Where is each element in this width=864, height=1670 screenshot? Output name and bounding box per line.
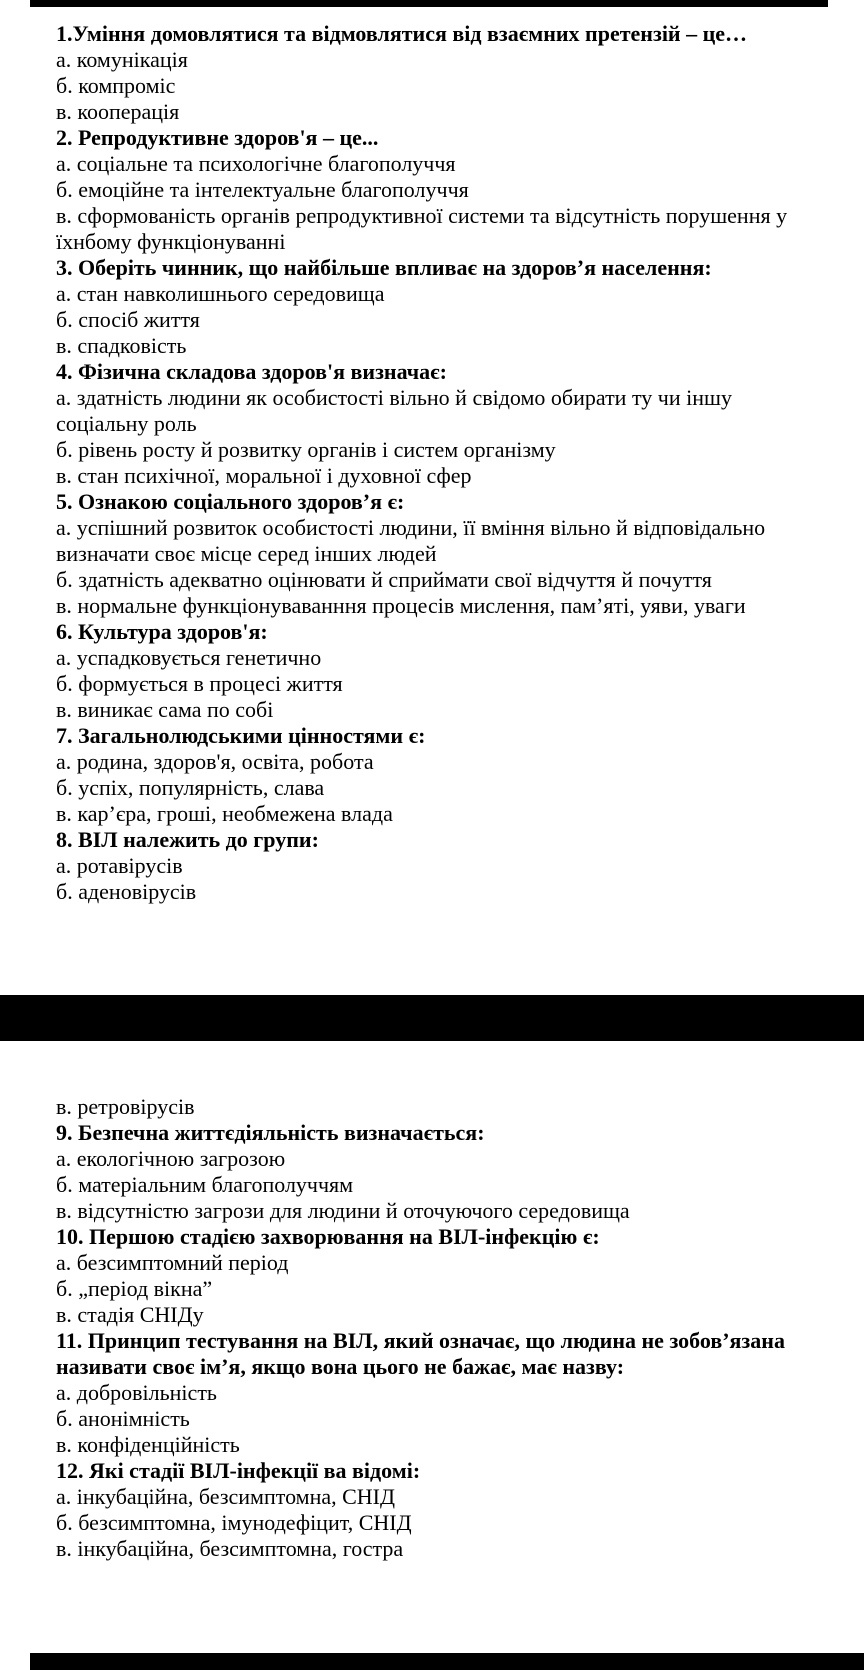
answer-option: б. формується в процесі життя xyxy=(56,671,343,696)
answer-option: в. спадковість xyxy=(56,333,187,358)
answer-option: а. стан навколишнього середовища xyxy=(56,281,385,306)
question-text: 6. Культура здоров'я: xyxy=(56,619,268,644)
answer-option: в. кар’єра, гроші, необмежена влада xyxy=(56,801,393,826)
answer-option: б. емоційне та інтелектуальне благополуччя xyxy=(56,177,469,202)
answer-option: б. рівень росту й розвитку органів і систем організму xyxy=(56,437,556,462)
question-text: 1.Уміння домовлятися та відмовлятися від взаємних претензій – це… xyxy=(56,21,748,46)
question-text: 3. Оберіть чинник, що найбільше впливає на здоров’я населення: xyxy=(56,255,712,280)
answer-option: б. безсимптомна, імунодефіцит, СНІД xyxy=(56,1510,412,1535)
question-text: 12. Які стадії ВІЛ-інфекції ва відомі: xyxy=(56,1458,421,1483)
answer-option: а. соціальне та психологічне благополуччя xyxy=(56,151,456,176)
answer-option: а. здатність людини як особистості вільно й свідомо обирати ту чи іншу соціальну роль xyxy=(56,385,732,436)
question-text: 5. Ознакою соціального здоров’я є: xyxy=(56,489,405,514)
question-text: 2. Репродуктивне здоров'я – це... xyxy=(56,125,379,150)
question-text: 9. Безпечна життєдіяльність визначається: xyxy=(56,1120,485,1145)
answer-option: в. ретровірусів xyxy=(56,1094,195,1119)
answer-option: в. виникає сама по собі xyxy=(56,697,274,722)
answer-option: б. компроміс xyxy=(56,73,176,98)
question-text: 7. Загальнолюдськими цінностями є: xyxy=(56,723,426,748)
answer-option: а. комунікація xyxy=(56,47,188,72)
answer-option: в. нормальне функціонуваванння процесів мислення, пам’яті, уяви, уваги xyxy=(56,593,746,618)
answer-option: в. інкубаційна, безсимптомна, гостра xyxy=(56,1536,404,1561)
answer-option: в. відсутністю загрози для людини й оточуючого середовища xyxy=(56,1198,630,1223)
quiz-section-part2 xyxy=(56,1094,810,1562)
question-text: 10. Першою стадією захворювання на ВІЛ-інфекцію є: xyxy=(56,1224,600,1249)
answer-option: а. успадковується генетично xyxy=(56,645,322,670)
answer-option: а. інкубаційна, безсимптомна, СНІД xyxy=(56,1484,396,1509)
question-text: 4. Фізична складова здоров'я визначає: xyxy=(56,359,447,384)
answer-option: б. анонімність xyxy=(56,1406,190,1431)
question-text: 8. ВІЛ належить до групи: xyxy=(56,827,319,852)
answer-option: в. конфіденційність xyxy=(56,1432,240,1457)
answer-option: а. родина, здоров'я, освіта, робота xyxy=(56,749,374,774)
answer-option: б. матеріальним благополуччям xyxy=(56,1172,354,1197)
page-top-bar xyxy=(30,0,828,7)
page-divider-band xyxy=(0,995,864,1041)
answer-option: б. „період вікна” xyxy=(56,1276,213,1301)
answer-option: в. стан психічної, моральної і духовної сфер xyxy=(56,463,472,488)
page-bottom-bar xyxy=(30,1653,864,1670)
question-text: 11. Принцип тестування на ВІЛ, який означає, що людина не зобов’язана називати своє ім’я, якщо вона цього не бажає, має назву: xyxy=(56,1328,785,1379)
answer-option: б. здатність адекватно оцінювати й сприймати свої відчуття й почуття xyxy=(56,567,712,592)
answer-option: в. стадія СНІДу xyxy=(56,1302,204,1327)
answer-option: в. сформованість органів репродуктивної системи та відсутність порушення у їхнбому функціонуванні xyxy=(56,203,788,254)
answer-option: а. екологічною загрозою xyxy=(56,1146,286,1171)
answer-option: а. добровільність xyxy=(56,1380,217,1405)
answer-option: а. успішний розвиток особистості людини, її вміння вільно й відповідально визначати своє місце серед інших людей xyxy=(56,515,766,566)
answer-option: а. ротавірусів xyxy=(56,853,183,878)
answer-option: б. спосіб життя xyxy=(56,307,200,332)
quiz-section-part1 xyxy=(56,21,810,905)
answer-option: б. успіх, популярність, слава xyxy=(56,775,325,800)
answer-option: в. кооперація xyxy=(56,99,180,124)
answer-option: б. аденовірусів xyxy=(56,879,197,904)
answer-option: а. безсимптомний період xyxy=(56,1250,289,1275)
